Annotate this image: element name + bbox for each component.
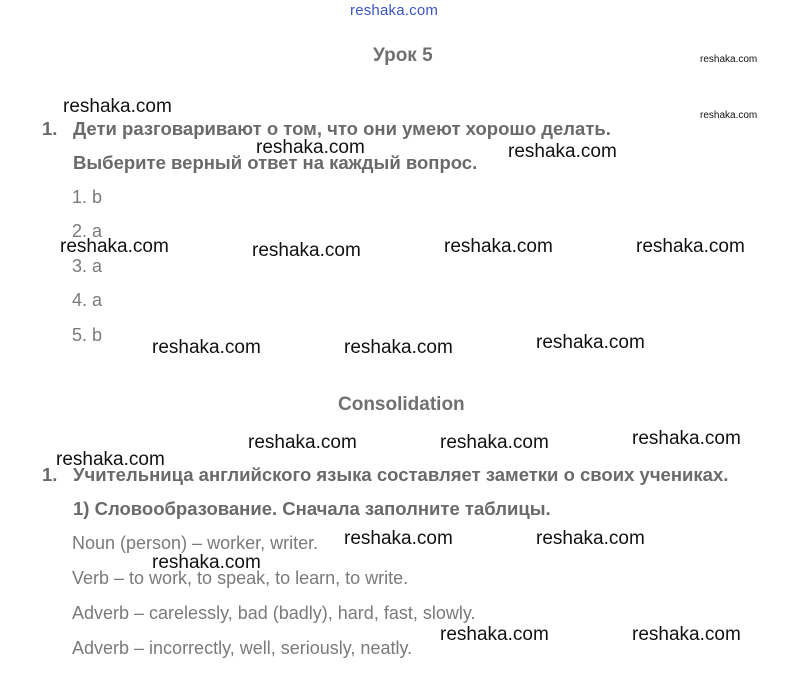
- consolidation-line: Verb – to work, to speak, to learn, to write.: [72, 568, 409, 588]
- watermark: reshaka.com: [344, 528, 453, 549]
- consolidation-line: Noun (person) – worker, writer.: [72, 533, 319, 553]
- watermark: reshaka.com: [440, 624, 549, 645]
- answer-item: 1. b: [72, 187, 103, 207]
- consolidation-line: Adverb – carelessly, bad (badly), hard, fast, slowly.: [72, 603, 476, 623]
- watermark: reshaka.com: [248, 432, 357, 453]
- answer-item: 2. a: [72, 221, 103, 241]
- watermark: reshaka.com: [63, 96, 172, 117]
- consolidation-line: Adverb – incorrectly, well, seriously, neatly.: [72, 638, 413, 658]
- site-link[interactable]: reshaka.com: [350, 2, 439, 19]
- task1-title: Дети разговаривают о том, что они умеют хорошо делать.: [73, 118, 611, 139]
- consolidation-subtask: 1) Словообразование. Сначала заполните таблицы.: [73, 498, 551, 519]
- watermark: reshaka.com: [152, 552, 261, 573]
- watermark: reshaka.com: [60, 236, 169, 257]
- watermark: reshaka.com: [56, 449, 165, 470]
- watermark: reshaka.com: [152, 337, 261, 358]
- watermark: reshaka.com: [508, 141, 617, 162]
- watermark: reshaka.com: [536, 332, 645, 353]
- lesson-title: Урок 5: [373, 45, 433, 66]
- consolidation-title: Consolidation: [338, 394, 465, 415]
- watermark: reshaka.com: [444, 236, 553, 257]
- watermark: reshaka.com: [252, 240, 361, 261]
- answer-item: 5. b: [72, 325, 103, 345]
- task1-subtitle: Выберите верный ответ на каждый вопрос.: [73, 152, 478, 173]
- watermark: reshaka.com: [256, 137, 365, 158]
- answer-item: 3. a: [72, 256, 103, 276]
- watermark-small: reshaka.com: [700, 110, 758, 121]
- task1-number: 1.: [42, 118, 58, 139]
- consolidation-task-number: 1.: [42, 464, 58, 485]
- watermark: reshaka.com: [632, 428, 741, 449]
- watermark: reshaka.com: [536, 528, 645, 549]
- answer-item: 4. a: [72, 290, 103, 310]
- watermark: reshaka.com: [636, 236, 745, 257]
- watermark: reshaka.com: [440, 432, 549, 453]
- watermark-small: reshaka.com: [700, 54, 758, 65]
- watermark: reshaka.com: [344, 337, 453, 358]
- consolidation-task-title: Учительница английского языка составляет заметки о своих учениках.: [73, 464, 729, 485]
- watermark: reshaka.com: [632, 624, 741, 645]
